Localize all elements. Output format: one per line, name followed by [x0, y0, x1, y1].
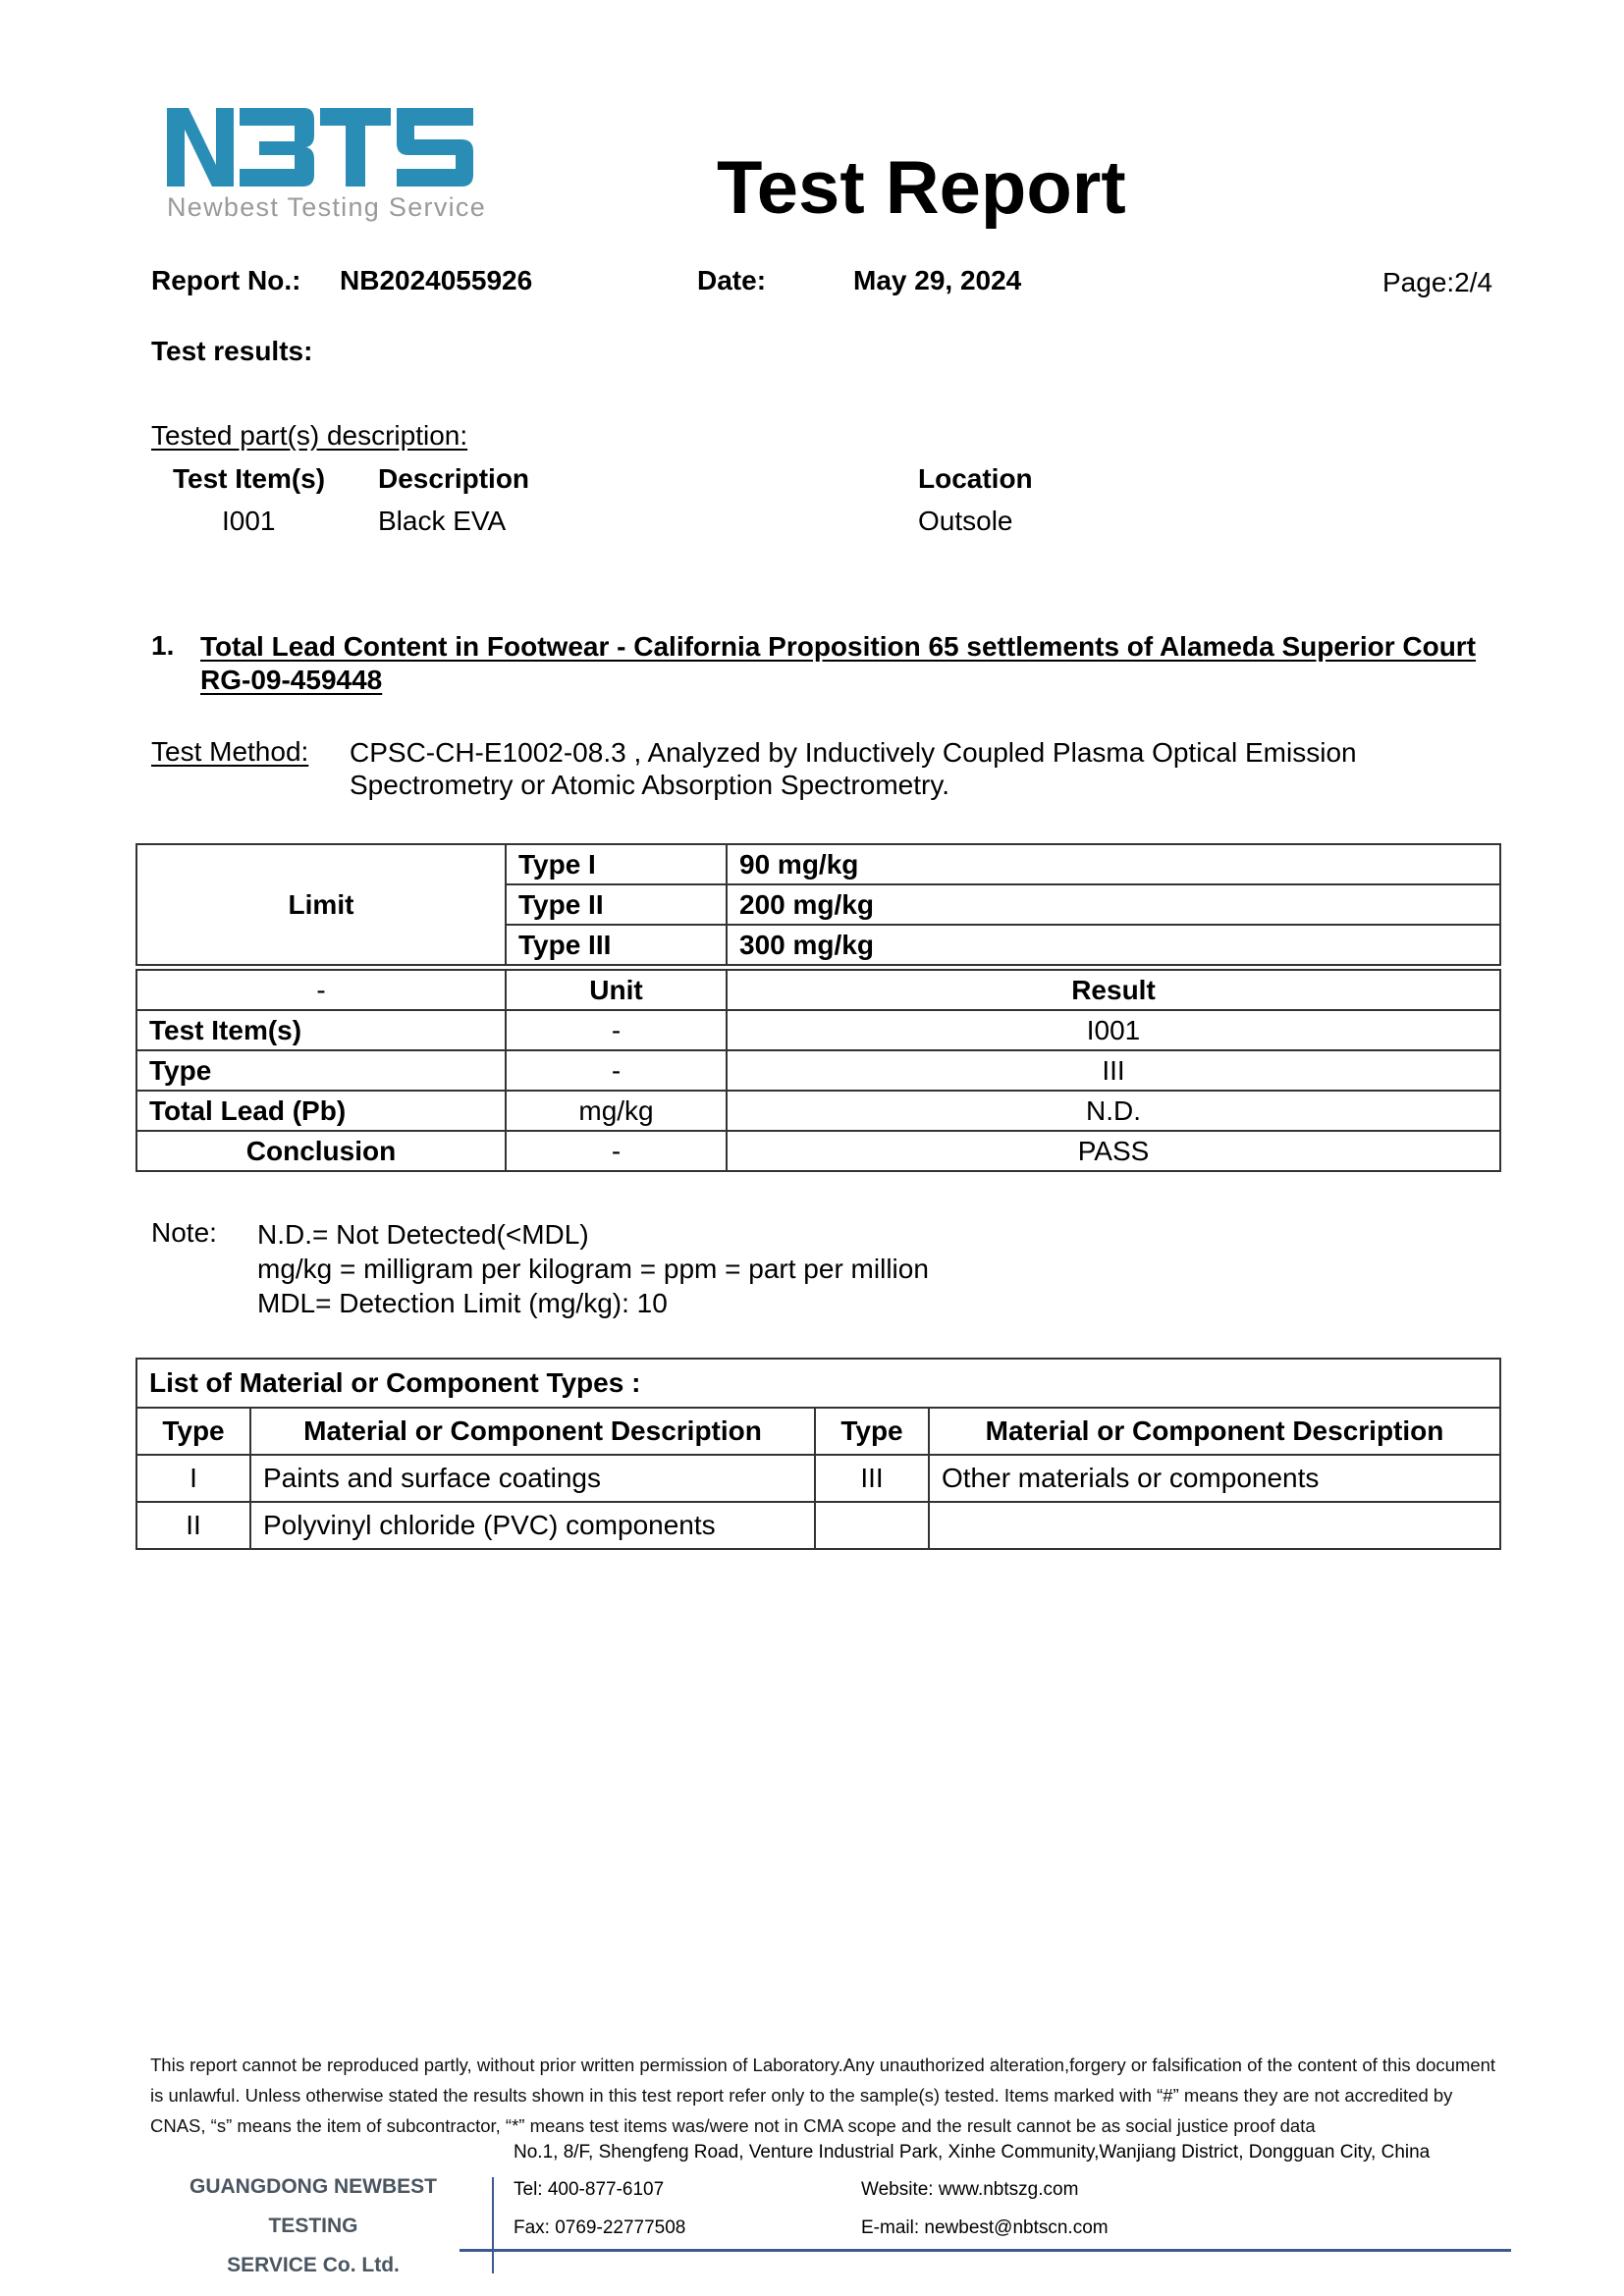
footer-website: Website: www.nbtszg.com — [861, 2179, 1079, 2200]
result-header-result: Result — [727, 970, 1500, 1010]
test-method-label: Test Method: — [151, 736, 309, 767]
footer-company — [151, 2167, 475, 2285]
table-row — [136, 1010, 1500, 1050]
types-table-title: List of Material or Component Types : — [136, 1359, 1500, 1408]
limit-label: Limit — [136, 844, 506, 965]
logo-subtitle: Newbest Testing Service — [167, 192, 487, 222]
tested-parts-col-test-item: Test Item(s) — [173, 463, 326, 494]
tested-part-location: Outsole — [918, 506, 1013, 536]
type-code: II — [136, 1502, 250, 1549]
types-header-type: Type — [815, 1408, 929, 1455]
type-description — [929, 1502, 1500, 1549]
type-description: Polyvinyl chloride (PVC) components — [250, 1502, 815, 1549]
limit-table — [135, 843, 1501, 966]
table-row — [136, 1455, 1500, 1502]
tested-part-item-id: I001 — [222, 506, 276, 536]
report-no-label: Report No.: — [151, 265, 301, 295]
company-name-line2: SERVICE Co. Ltd. — [227, 2254, 400, 2276]
material-types-table — [135, 1358, 1501, 1550]
tested-parts-col-location: Location — [918, 463, 1033, 494]
result-value: N.D. — [727, 1091, 1500, 1131]
type-code: III — [815, 1455, 929, 1502]
table-row — [136, 1502, 1500, 1549]
footer-email: E-mail: newbest@nbtscn.com — [861, 2217, 1109, 2238]
result-param: Conclusion — [136, 1131, 506, 1171]
tested-parts-heading: Tested part(s) description: — [151, 420, 468, 451]
limit-type: Type II — [506, 884, 727, 925]
footer-tel: Tel: 400-877-6107 — [514, 2179, 665, 2200]
footer-horizontal-divider — [460, 2249, 1511, 2252]
result-unit: - — [506, 1131, 727, 1171]
section-title: Total Lead Content in Footwear - California Proposition 65 settlements of Alameda Superior Court RG-09-459448 — [200, 631, 1477, 695]
section-number: 1. — [151, 630, 175, 661]
footer-fax: Fax: 0769-22777508 — [514, 2217, 686, 2238]
limit-value: 300 mg/kg — [727, 925, 1500, 965]
result-unit: - — [506, 1050, 727, 1091]
result-param: Test Item(s) — [136, 1010, 506, 1050]
test-method-text: CPSC-CH-E1002-08.3 , Analyzed by Inductively Coupled Plasma Optical Emission Spectrometry or Atomic Absorption Spectrometry. — [350, 737, 1357, 800]
types-header-description: Material or Component Description — [250, 1408, 815, 1455]
result-header-unit: Unit — [506, 970, 727, 1010]
table-row — [136, 1050, 1500, 1091]
result-table — [135, 969, 1501, 1172]
date-value: May 29, 2024 — [853, 265, 1022, 295]
limit-value: 200 mg/kg — [727, 884, 1500, 925]
result-value: III — [727, 1050, 1500, 1091]
type-code — [815, 1502, 929, 1549]
result-param: Total Lead (Pb) — [136, 1091, 506, 1131]
report-no-value: NB2024055926 — [340, 265, 533, 295]
footer-disclaimer: This report cannot be reproduced partly, without prior written permission of Laboratory.Any unauthorized alteration,forgery or falsification of the content of this document is unlawful. Unless otherwise stated the results shown in this test report refer only to the sample(s) tested. Items marked with “#” means they are not accredited by CNAS, “s” means the item of subcontractor, “*” means test items was/were not in CMA scope and the result cannot be as social justice proof data — [150, 2055, 1496, 2136]
type-code: I — [136, 1455, 250, 1502]
types-header-description: Material or Component Description — [929, 1408, 1500, 1455]
result-unit: - — [506, 1010, 727, 1050]
result-unit: mg/kg — [506, 1091, 727, 1131]
note-lines — [257, 1217, 929, 1320]
type-description: Other materials or components — [929, 1455, 1500, 1502]
test-results-heading: Test results: — [151, 336, 313, 366]
nbts-logo-mark-icon — [167, 106, 473, 194]
result-value: I001 — [727, 1010, 1500, 1050]
footer-address: No.1, 8/F, Shengfeng Road, Venture Industrial Park, Xinhe Community,Wanjiang District, Dongguan City, China — [514, 2142, 1431, 2163]
table-row — [136, 1091, 1500, 1131]
result-header-row — [136, 970, 1500, 1010]
result-param: Type — [136, 1050, 506, 1091]
footer-vertical-divider — [492, 2177, 494, 2273]
page-number: Page:2/4 — [1382, 267, 1493, 297]
types-header-type: Type — [136, 1408, 250, 1455]
result-header-param: - — [136, 970, 506, 1010]
conclusion-value: PASS — [727, 1131, 1500, 1171]
types-title-row — [136, 1359, 1500, 1408]
note-line: N.D.= Not Detected(<MDL) — [257, 1219, 589, 1250]
report-title: Test Report — [717, 146, 1126, 230]
limit-value: 90 mg/kg — [727, 844, 1500, 884]
date-label: Date: — [697, 265, 767, 295]
note-line: MDL= Detection Limit (mg/kg): 10 — [257, 1288, 668, 1318]
company-name-line1: GUANGDONG NEWBEST TESTING — [189, 2175, 437, 2237]
limit-row — [136, 844, 1500, 884]
note-line: mg/kg = milligram per kilogram = ppm = part per million — [257, 1254, 929, 1284]
limit-type: Type I — [506, 844, 727, 884]
type-description: Paints and surface coatings — [250, 1455, 815, 1502]
tested-parts-col-description: Description — [378, 463, 530, 494]
tested-part-description: Black EVA — [378, 506, 507, 536]
types-header-row — [136, 1408, 1500, 1455]
table-row — [136, 1131, 1500, 1171]
note-label: Note: — [151, 1217, 217, 1248]
limit-type: Type III — [506, 925, 727, 965]
